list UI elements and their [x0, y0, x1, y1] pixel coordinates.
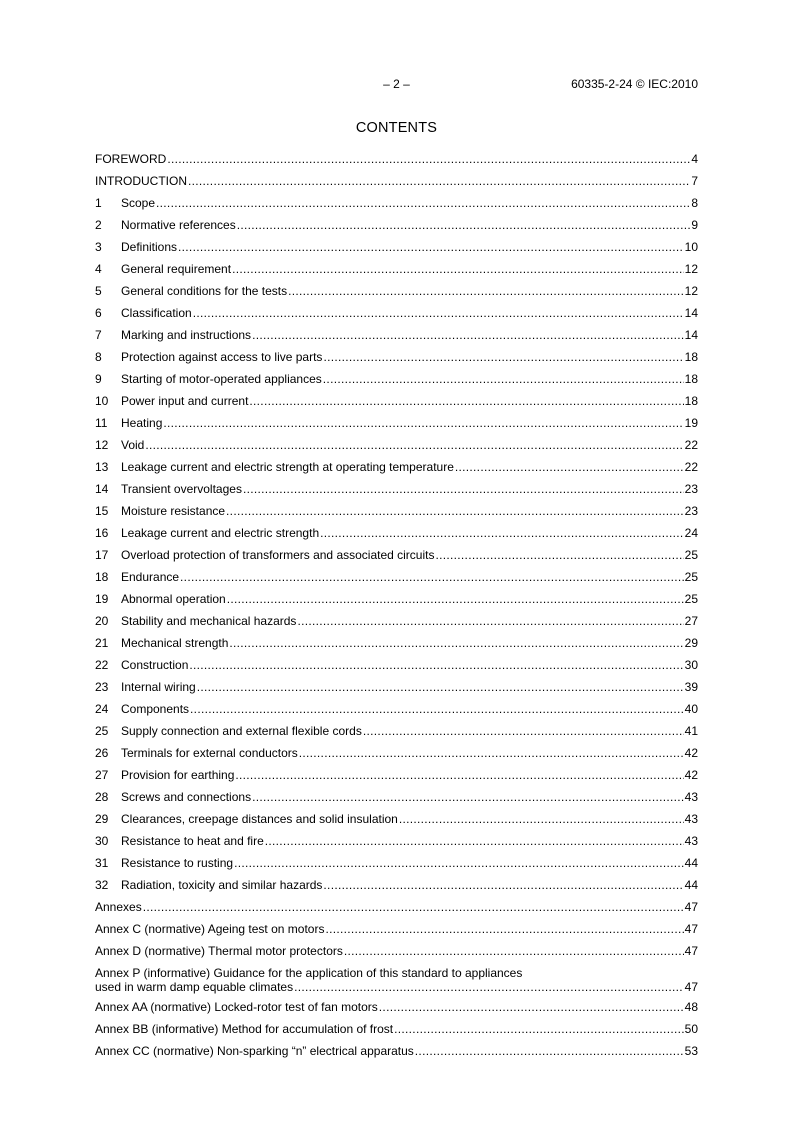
toc-entry[interactable] [95, 724, 698, 746]
toc-entry-label: Annex C (normative) Ageing test on motors [95, 922, 325, 936]
toc-entry-number: 4 [95, 262, 102, 276]
toc-entry-number: 29 [95, 812, 109, 826]
toc-entry-number: 10 [95, 394, 109, 408]
toc-entry[interactable] [95, 482, 698, 504]
toc-entry-page: 22 [684, 438, 698, 452]
toc-entry-number: 12 [95, 438, 109, 452]
dot-leader [363, 724, 684, 738]
dot-leader [163, 416, 683, 430]
toc-entry[interactable] [95, 460, 698, 482]
toc-entry[interactable] [95, 966, 698, 1000]
toc-entry-page: 42 [684, 768, 698, 782]
toc-entry-page: 23 [684, 504, 698, 518]
toc-entry-page: 43 [684, 790, 698, 804]
toc-entry-number: 15 [95, 504, 109, 518]
toc-entry-page: 14 [684, 306, 698, 320]
toc-entry-label: Mechanical strength [121, 636, 229, 650]
toc-entry[interactable] [95, 592, 698, 614]
dot-leader [234, 856, 684, 870]
toc-entry-number: 13 [95, 460, 109, 474]
dot-leader [297, 614, 683, 628]
dot-leader [288, 284, 684, 298]
toc-entry[interactable] [95, 614, 698, 636]
toc-entry-page: 25 [684, 548, 698, 562]
toc-entry-number: 20 [95, 614, 109, 628]
toc-entry-page: 18 [684, 372, 698, 386]
dot-leader [299, 746, 684, 760]
toc-entry-number: 31 [95, 856, 109, 870]
dot-leader [455, 460, 684, 474]
dot-leader [143, 900, 684, 914]
toc-entry-label: Classification [121, 306, 192, 320]
toc-entry[interactable] [95, 306, 698, 328]
dot-leader [243, 482, 684, 496]
toc-entry-number: 16 [95, 526, 109, 540]
toc-entry[interactable] [95, 152, 698, 174]
toc-entry[interactable] [95, 262, 698, 284]
toc-entry-page: 12 [684, 284, 698, 298]
toc-entry-page: 27 [684, 614, 698, 628]
toc-entry-page: 42 [684, 746, 698, 760]
toc-entry-page: 39 [684, 680, 698, 694]
toc-entry-label: Construction [121, 658, 189, 672]
toc-entry[interactable] [95, 1022, 698, 1044]
toc-entry-page: 9 [691, 218, 698, 232]
toc-entry[interactable] [95, 636, 698, 658]
toc-entry[interactable] [95, 438, 698, 460]
toc-entry-label: Screws and connections [121, 790, 252, 804]
toc-entry[interactable] [95, 702, 698, 724]
dot-leader [226, 504, 684, 518]
toc-entry-label: Supply connection and external flexible cords [121, 724, 362, 738]
dot-leader [180, 570, 684, 584]
toc-entry-label: Normative references [121, 218, 236, 232]
dot-leader [232, 262, 684, 276]
toc-entry-label: Internal wiring [121, 680, 196, 694]
toc-entry[interactable] [95, 372, 698, 394]
toc-entry-label-continued: used in warm damp equable climates [95, 980, 294, 994]
toc-entry[interactable] [95, 174, 698, 196]
toc-entry-label: Heating [121, 416, 163, 430]
dot-leader [344, 944, 684, 958]
toc-entry-label: Void [121, 438, 145, 452]
dot-leader [320, 526, 684, 540]
toc-entry[interactable] [95, 328, 698, 350]
toc-entry[interactable] [95, 1000, 698, 1022]
toc-entry-number: 32 [95, 878, 109, 892]
dot-leader [178, 240, 684, 254]
toc-entry-label: Annex P (informative) Guidance for the application of this standard to appliances [95, 966, 523, 980]
toc-entry-page: 18 [684, 394, 698, 408]
dot-leader [294, 980, 684, 994]
toc-entry-page: 30 [684, 658, 698, 672]
dot-leader [415, 1044, 684, 1058]
dot-leader [323, 878, 683, 892]
toc-entry-page: 18 [684, 350, 698, 364]
toc-entry-label: Stability and mechanical hazards [121, 614, 297, 628]
toc-entry[interactable] [95, 900, 698, 922]
toc-entry[interactable] [95, 1044, 698, 1066]
toc-entry-page: 10 [684, 240, 698, 254]
dot-leader [249, 394, 683, 408]
toc-entry-number: 30 [95, 834, 109, 848]
dot-leader [252, 328, 684, 342]
toc-entry-label: General conditions for the tests [121, 284, 288, 298]
page-number: – 2 – [383, 77, 410, 91]
toc-entry-number: 3 [95, 240, 102, 254]
toc-entry-number: 28 [95, 790, 109, 804]
toc-entry-label: Annex CC (normative) Non-sparking “n” electrical apparatus [95, 1044, 414, 1058]
toc-entry-page: 23 [684, 482, 698, 496]
toc-entry[interactable] [95, 790, 698, 812]
toc-entry[interactable] [95, 812, 698, 834]
page-title: CONTENTS [355, 120, 438, 136]
toc-entry[interactable] [95, 548, 698, 570]
toc-entry-page: 25 [684, 570, 698, 584]
toc-entry-label: Resistance to rusting [121, 856, 234, 870]
toc-entry-number: 6 [95, 306, 102, 320]
toc-entry-label: Annex AA (normative) Locked-rotor test of fan motors [95, 1000, 378, 1014]
toc-entry[interactable] [95, 834, 698, 856]
toc-entry[interactable] [95, 746, 698, 768]
dot-leader [325, 922, 683, 936]
toc-entry-label: Clearances, creepage distances and solid insulation [121, 812, 398, 826]
page-header [95, 77, 698, 93]
toc-entry[interactable] [95, 944, 698, 966]
toc-entry-number: 22 [95, 658, 109, 672]
dot-leader [156, 196, 690, 210]
toc-entry-number: 23 [95, 680, 109, 694]
toc-entry-number: 2 [95, 218, 102, 232]
toc-entry-page: 44 [684, 878, 698, 892]
dot-leader [235, 768, 683, 782]
toc-entry-label: Power input and current [121, 394, 249, 408]
toc-entry[interactable] [95, 526, 698, 548]
toc-entry[interactable] [95, 350, 698, 372]
toc-entry-label: General requirement [121, 262, 232, 276]
toc-entry-label: Endurance [121, 570, 180, 584]
toc-entry-page: 22 [684, 460, 698, 474]
toc-entry-label: Abnormal operation [121, 592, 226, 606]
toc-entry[interactable] [95, 240, 698, 262]
dot-leader [323, 350, 683, 364]
toc-entry-label: Leakage current and electric strength at operating temperature [121, 460, 454, 474]
dot-leader [394, 1022, 684, 1036]
toc-entry-number: 21 [95, 636, 109, 650]
toc-entry-page: 44 [684, 856, 698, 870]
toc-entry-page: 47 [684, 980, 698, 994]
toc-entry-label: Definitions [121, 240, 178, 254]
toc-entry-page: 48 [684, 1000, 698, 1014]
dot-leader [229, 636, 683, 650]
toc-entry-number: 27 [95, 768, 109, 782]
dot-leader [379, 1000, 684, 1014]
toc-entry[interactable] [95, 218, 698, 240]
toc-entry[interactable] [95, 284, 698, 306]
toc-entry-page: 29 [684, 636, 698, 650]
toc-entry-page: 25 [684, 592, 698, 606]
dot-leader [188, 174, 690, 188]
toc-entry-page: 14 [684, 328, 698, 342]
toc-entry-label: Leakage current and electric strength [121, 526, 320, 540]
toc-entry[interactable] [95, 658, 698, 680]
toc-entry-label: Moisture resistance [121, 504, 226, 518]
toc-entry[interactable] [95, 768, 698, 790]
toc-entry-page: 7 [691, 174, 698, 188]
dot-leader [145, 438, 683, 452]
toc-entry-label: Transient overvoltages [121, 482, 242, 496]
dot-leader [197, 680, 684, 694]
toc-entry-page: 43 [684, 812, 698, 826]
toc-entry-page: 47 [684, 944, 698, 958]
toc-entry[interactable] [95, 680, 698, 702]
toc-entry[interactable] [95, 878, 698, 900]
toc-entry-page: 4 [691, 152, 698, 166]
dot-leader [399, 812, 684, 826]
toc-entry-label: Scope [121, 196, 156, 210]
toc-entry-page: 50 [684, 1022, 698, 1036]
dot-leader [167, 152, 690, 166]
dot-leader [435, 548, 683, 562]
toc-entry-page: 40 [684, 702, 698, 716]
toc-entry-page: 47 [684, 900, 698, 914]
toc-entry-number: 26 [95, 746, 109, 760]
toc-entry-number: 24 [95, 702, 109, 716]
toc-entry-page: 47 [684, 922, 698, 936]
toc-entry-page: 43 [684, 834, 698, 848]
dot-leader [323, 372, 684, 386]
toc-entry-number: 7 [95, 328, 102, 342]
toc-entry-label: Annex BB (informative) Method for accumulation of frost [95, 1022, 394, 1036]
document-id: 60335-2-24 © IEC:2010 [571, 77, 698, 91]
toc-entry-label: Marking and instructions [121, 328, 252, 342]
dot-leader [252, 790, 684, 804]
toc-entry-page: 53 [684, 1044, 698, 1058]
dot-leader [193, 306, 684, 320]
toc-entry[interactable] [95, 504, 698, 526]
dot-leader [237, 218, 691, 232]
dot-leader [227, 592, 684, 606]
toc-entry-page: 24 [684, 526, 698, 540]
toc-entry-label: Starting of motor-operated appliances [121, 372, 322, 386]
toc-entry-label: Components [121, 702, 190, 716]
toc-entry-number: 17 [95, 548, 109, 562]
toc-entry-number: 25 [95, 724, 109, 738]
toc-entry-number: 9 [95, 372, 102, 386]
toc-entry-label: Provision for earthing [121, 768, 235, 782]
toc-entry[interactable] [95, 394, 698, 416]
toc-entry-label: Overload protection of transformers and associated circuits [121, 548, 435, 562]
toc-entry-page: 12 [684, 262, 698, 276]
toc-entry-number: 18 [95, 570, 109, 584]
toc-entry-label: Resistance to heat and fire [121, 834, 264, 848]
dot-leader [189, 658, 683, 672]
dot-leader [190, 702, 684, 716]
toc-entry-label: Radiation, toxicity and similar hazards [121, 878, 323, 892]
toc-entry-label: Annexes [95, 900, 142, 914]
toc-entry-page: 41 [684, 724, 698, 738]
toc-entry-number: 14 [95, 482, 109, 496]
toc-entry[interactable] [95, 416, 698, 438]
toc-entry-label: Protection against access to live parts [121, 350, 323, 364]
toc-entry-page: 8 [691, 196, 698, 210]
toc-entry[interactable] [95, 570, 698, 592]
toc-entry-number: 19 [95, 592, 109, 606]
table-of-contents [95, 152, 698, 1066]
toc-entry-label: Terminals for external conductors [121, 746, 298, 760]
toc-entry-number: 11 [95, 416, 108, 430]
toc-entry-label: FOREWORD [95, 152, 167, 166]
toc-entry[interactable] [95, 922, 698, 944]
dot-leader [265, 834, 684, 848]
toc-entry[interactable] [95, 856, 698, 878]
toc-entry-number: 5 [95, 284, 102, 298]
toc-entry-label: Annex D (normative) Thermal motor protectors [95, 944, 343, 958]
toc-entry[interactable] [95, 196, 698, 218]
toc-entry-label: INTRODUCTION [95, 174, 187, 188]
toc-entry-number: 1 [95, 196, 102, 210]
toc-entry-number: 8 [95, 350, 102, 364]
toc-entry-page: 19 [684, 416, 698, 430]
